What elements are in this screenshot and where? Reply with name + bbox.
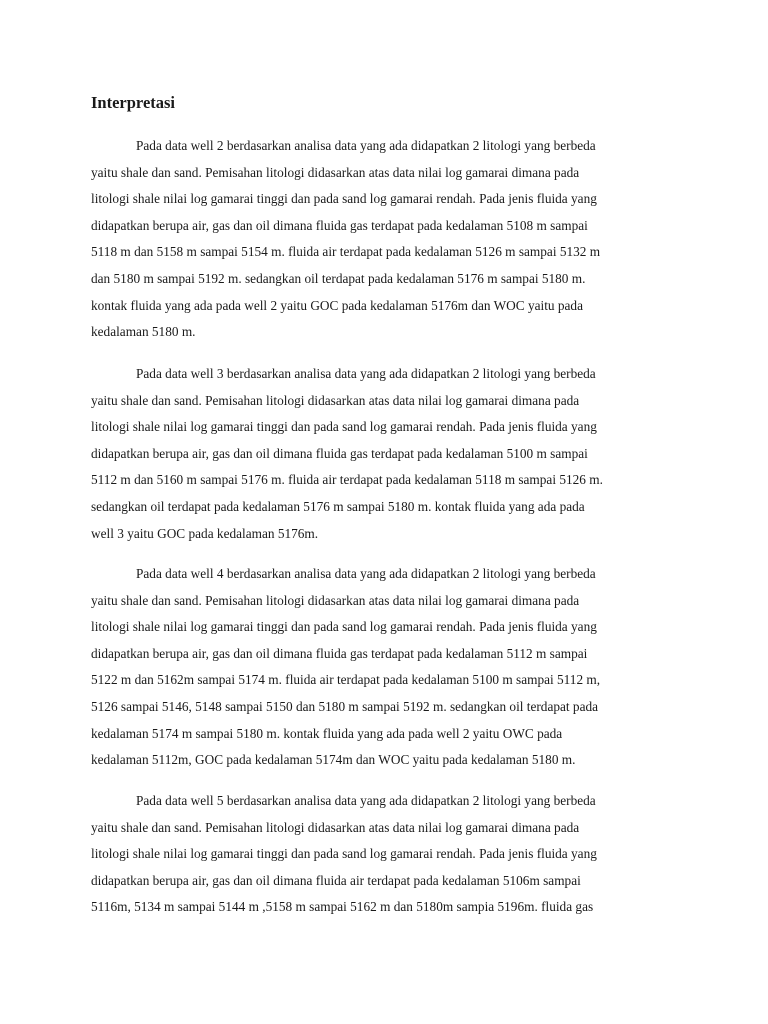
paragraph-line: kontak fluida yang ada pada well 2 yaitu GOC pada kedalaman 5176m dan WOC yaitu pada: [91, 297, 583, 313]
paragraph-line: yaitu shale dan sand. Pemisahan litologi didasarkan atas data nilai log gamarai dimana pada: [91, 592, 580, 608]
paragraph-line: kedalaman 5180 m.: [91, 324, 196, 340]
paragraph-line: litologi shale nilai log gamarai tinggi dan pada sand log gamarai rendah. Pada jenis fluida yang: [91, 619, 597, 635]
paragraph-line: Pada data well 4 berdasarkan analisa data yang ada didapatkan 2 litologi yang berbeda: [136, 566, 596, 581]
paragraph-well-3: [91, 361, 677, 547]
paragraph-well-4: [91, 561, 677, 774]
paragraph-line: 5118 m dan 5158 m sampai 5154 m. fluida air terdapat pada kedalaman 5126 m sampai 5132 m: [91, 244, 601, 260]
paragraph-line: Pada data well 3 berdasarkan analisa data yang ada didapatkan 2 litologi yang berbeda: [136, 366, 596, 381]
paragraph-line: yaitu shale dan sand. Pemisahan litologi didasarkan atas data nilai log gamarai dimana pada: [91, 392, 580, 408]
paragraph-line: sedangkan oil terdapat pada kedalaman 5176 m sampai 5180 m. kontak fluida yang ada pada: [91, 498, 585, 514]
paragraph-line: kedalaman 5174 m sampai 5180 m. kontak fluida yang ada pada well 2 yaitu OWC pada: [91, 725, 563, 741]
paragraph-line: yaitu shale dan sand. Pemisahan litologi didasarkan atas data nilai log gamarai dimana pada: [91, 819, 580, 835]
paragraph-line: 5112 m dan 5160 m sampai 5176 m. fluida air terdapat pada kedalaman 5118 m sampai 5126 m.: [91, 472, 603, 488]
paragraph-line: Pada data well 5 berdasarkan analisa data yang ada didapatkan 2 litologi yang berbeda: [136, 793, 596, 808]
paragraph-line: didapatkan berupa air, gas dan oil dimana fluida gas terdapat pada kedalaman 5100 m sampai: [91, 445, 588, 461]
paragraph-line: litologi shale nilai log gamarai tinggi dan pada sand log gamarai rendah. Pada jenis fluida yang: [91, 419, 597, 435]
paragraph-line: well 3 yaitu GOC pada kedalaman 5176m.: [91, 525, 319, 541]
paragraph-well-2: [91, 133, 677, 346]
paragraph-line: didapatkan berupa air, gas dan oil dimana fluida gas terdapat pada kedalaman 5112 m sampai: [91, 645, 588, 661]
paragraph-line: litologi shale nilai log gamarai tinggi dan pada sand log gamarai rendah. Pada jenis fluida yang: [91, 846, 597, 862]
paragraph-line: dan 5180 m sampai 5192 m. sedangkan oil terdapat pada kedalaman 5176 m sampai 5180 m.: [91, 270, 586, 286]
section-heading: Interpretasi: [91, 93, 176, 112]
paragraph-well-5: [91, 788, 677, 921]
paragraph-line: litologi shale nilai log gamarai tinggi dan pada sand log gamarai rendah. Pada jenis fluida yang: [91, 191, 597, 207]
paragraph-line: 5122 m dan 5162m sampai 5174 m. fluida air terdapat pada kedalaman 5100 m sampai 5112 m,: [91, 672, 601, 688]
paragraph-line: Pada data well 2 berdasarkan analisa data yang ada didapatkan 2 litologi yang berbeda: [136, 138, 596, 153]
paragraph-line: yaitu shale dan sand. Pemisahan litologi didasarkan atas data nilai log gamarai dimana pada: [91, 164, 580, 180]
paragraph-line: didapatkan berupa air, gas dan oil dimana fluida air terdapat pada kedalaman 5106m sampai: [91, 872, 581, 888]
paragraph-line: didapatkan berupa air, gas dan oil dimana fluida gas terdapat pada kedalaman 5108 m sampai: [91, 217, 588, 233]
paragraph-line: 5116m, 5134 m sampai 5144 m ,5158 m sampai 5162 m dan 5180m sampia 5196m. fluida gas: [91, 899, 594, 915]
paragraph-line: 5126 sampai 5146, 5148 sampai 5150 dan 5180 m sampai 5192 m. sedangkan oil terdapat pada: [91, 698, 599, 714]
paragraph-line: kedalaman 5112m, GOC pada kedalaman 5174m dan WOC yaitu pada kedalaman 5180 m.: [91, 752, 576, 768]
